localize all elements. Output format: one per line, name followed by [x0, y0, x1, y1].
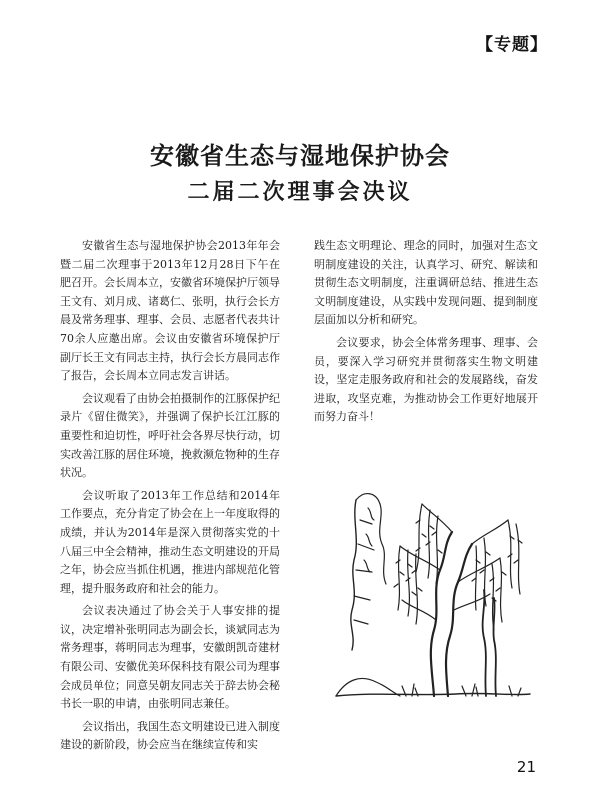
article-title: 安徽省生态与湿地保护协会: [150, 141, 450, 170]
paragraph: 会议要求，协会全体常务理事、理事、会员，要深入学习研究并贯彻落实生物文明建设，坚定走服务政府和社会的发展路线，奋发进取，攻坚克难，为推动协会工作更好地展开而努力奋斗！: [314, 335, 538, 424]
paragraph: 会议观看了由协会拍摄制作的江豚保护纪录片《留住微笑》，并强调了保护长江江豚的重要性和迫切性，呼吁社会各界尽快行动，切实改善江豚的居住环境，挽救濒危物种的生存状况。: [60, 391, 280, 480]
right-column: [314, 237, 538, 431]
article-subtitle: 二届二次理事会决议: [187, 180, 413, 205]
page-number: 21: [516, 758, 536, 776]
paragraph: 会议听取了2013年工作总结和2014年工作要点，充分肯定了协会在上一年度取得的成绩，并认为2014年是深入贯彻落实党的十八届三中全会精神，推动生态文明建设的开局之年，协会应当抓住机遇，推进内部规范化管理，提升服务政府和社会的能力。: [60, 488, 280, 595]
section-tag: 【专题】: [476, 35, 548, 55]
paragraph: 安徽省生态与湿地保护协会2013年年会暨二届二次理事于2013年12月28日下午在肥召开。会长周本立，安徽省环境保护厅领导王文有、刘月成、诸葛仁、张明，执行会长方晨及常务理事、理事、会员、志愿者代表共计70余人应邀出席。会议由安徽省环境保护厅副厅长王文有同志主持，执行会长方晨同志作了报告，会长周本立同志发言讲话。: [60, 239, 280, 383]
paragraph: 会议指出，我国生态文明建设已进入制度建设的新阶段，协会应当在继续宣传和实: [60, 719, 280, 752]
left-column: [60, 237, 280, 759]
willow-tree-ink-drawing-icon: [316, 460, 538, 702]
paragraph: 会议表决通过了协会关于人事安排的提议，决定增补张明同志为副会长，谈斌同志为常务理事，蒋明同志为理事，安徽朗凯奇建材有限公司、安徽优美环保科技有限公司为理事会成员单位；同意吴朝友同志关于辞去协会秘书长一职的申请，由张明同志兼任。: [60, 604, 280, 711]
article-header: [0, 140, 600, 208]
paragraph-continuation: 践生态文明理论、理念的同时，加强对生态文明制度建设的关注，认真学习、研究、解读和贯彻生态文明制度，注重调研总结、推进生态文明制度建设，从实践中发现问题、提到制度层面加以分析和研究。: [314, 239, 538, 327]
